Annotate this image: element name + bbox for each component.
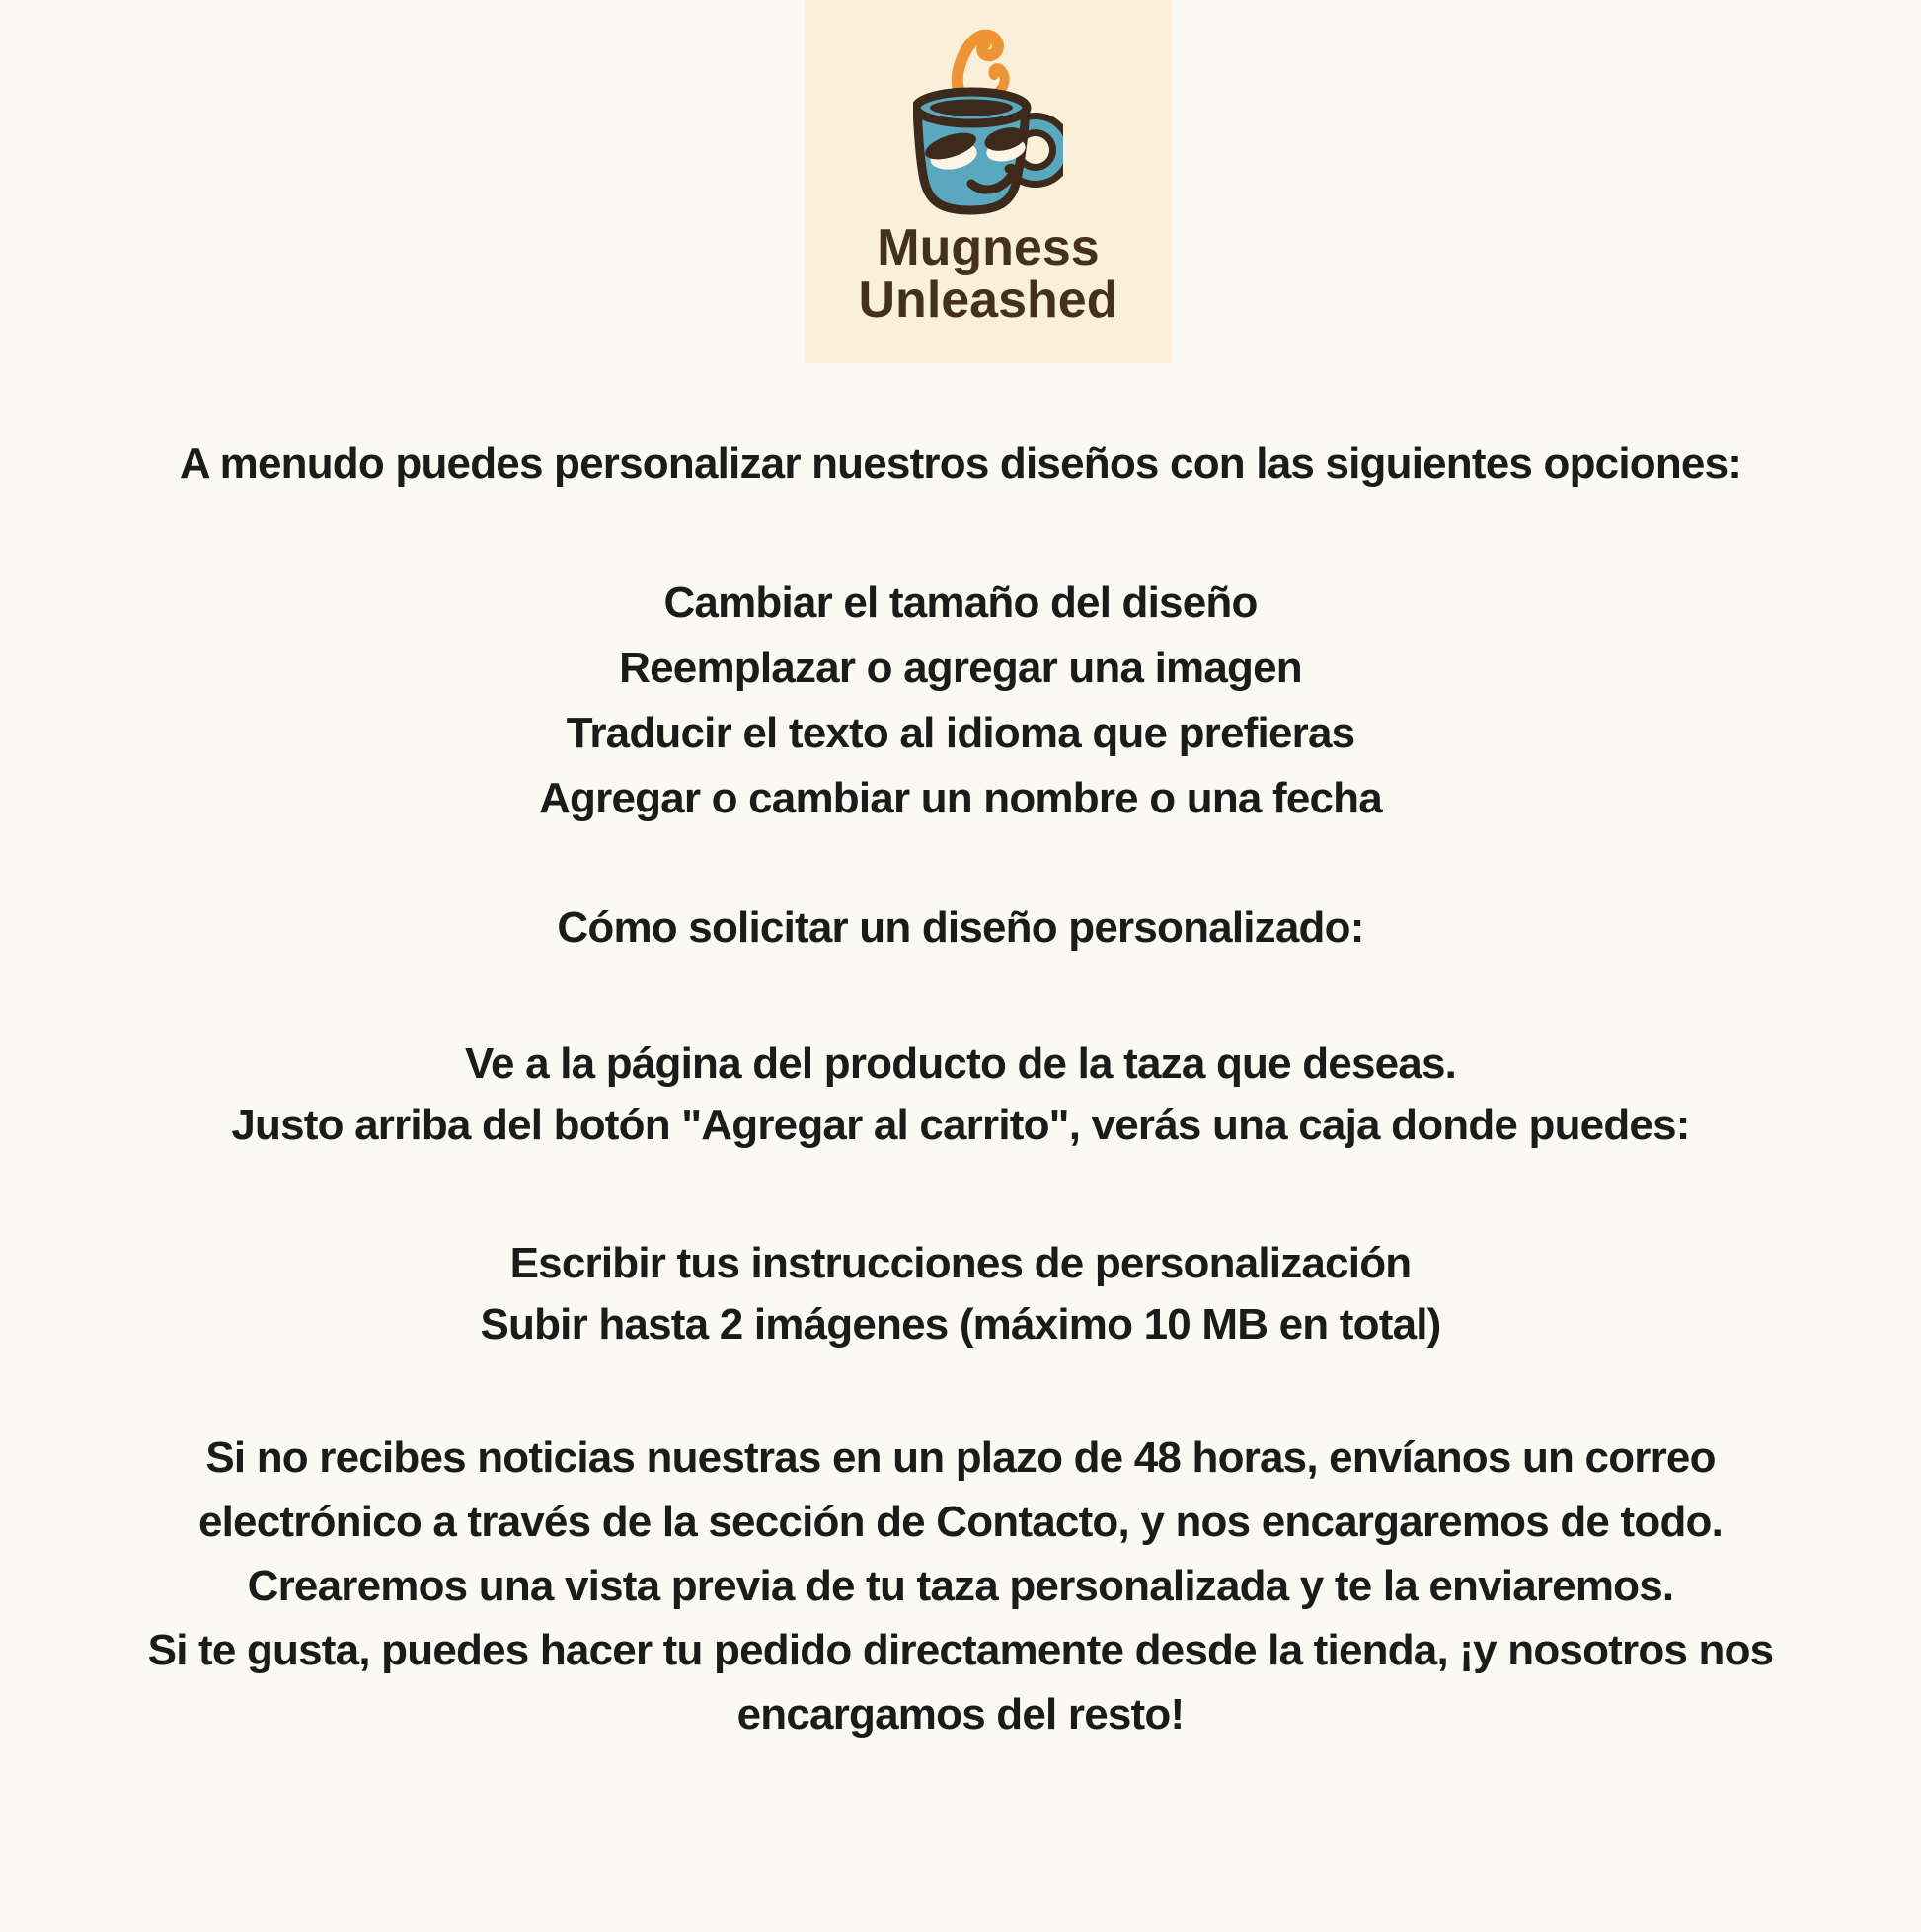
brand-name-line2: Unleashed — [858, 271, 1118, 329]
option-item-1: Cambiar el tamaño del diseño — [663, 579, 1258, 627]
closing-line-2: electrónico a través de la sección de Contacto, y nos encargaremos de todo. — [197, 1498, 1724, 1546]
brand-name-line1: Mugness — [877, 219, 1100, 276]
option-item-2: Reemplazar o agregar una imagen — [619, 644, 1302, 692]
box-actions-list — [0, 1233, 1921, 1355]
box-action-1: Escribir tus instrucciones de personalización — [509, 1239, 1412, 1287]
intro-text: A menudo puedes personalizar nuestros diseños con las siguientes opciones: — [179, 439, 1742, 488]
how-to-title-block — [0, 905, 1921, 951]
brand-wordmark — [858, 219, 1118, 329]
step-line-2: Justo arriba del botón "Agregar al carrito", verás una caja donde puedes: — [231, 1101, 1690, 1149]
option-item-3: Traducir el texto al idioma que prefieras — [566, 709, 1355, 757]
box-action-2: Subir hasta 2 imágenes (máximo 10 MB en total) — [480, 1300, 1441, 1349]
smirking-mug-icon — [913, 22, 1063, 219]
option-item-4: Agregar o cambiar un nombre o una fecha — [539, 774, 1382, 822]
closing-line-5: encargamos del resto! — [736, 1690, 1185, 1739]
how-to-steps — [0, 1034, 1921, 1156]
brand-logo-panel — [805, 0, 1172, 363]
closing-line-1: Si no recibes noticias nuestras en un plazo de 48 horas, envíanos un correo — [205, 1433, 1716, 1482]
how-to-title: Cómo solicitar un diseño personalizado: — [557, 903, 1364, 952]
closing-line-3: Crearemos una vista previa de tu taza personalizada y te la enviaremos. — [247, 1562, 1674, 1610]
step-line-1: Ve a la página del producto de la taza que deseas. — [464, 1040, 1457, 1088]
customization-options-list — [0, 571, 1921, 831]
closing-line-4: Si te gusta, puedes hacer tu pedido directamente desde la tienda, ¡y nosotros nos — [147, 1626, 1774, 1674]
closing-paragraph — [0, 1426, 1921, 1746]
intro-heading — [0, 441, 1921, 487]
